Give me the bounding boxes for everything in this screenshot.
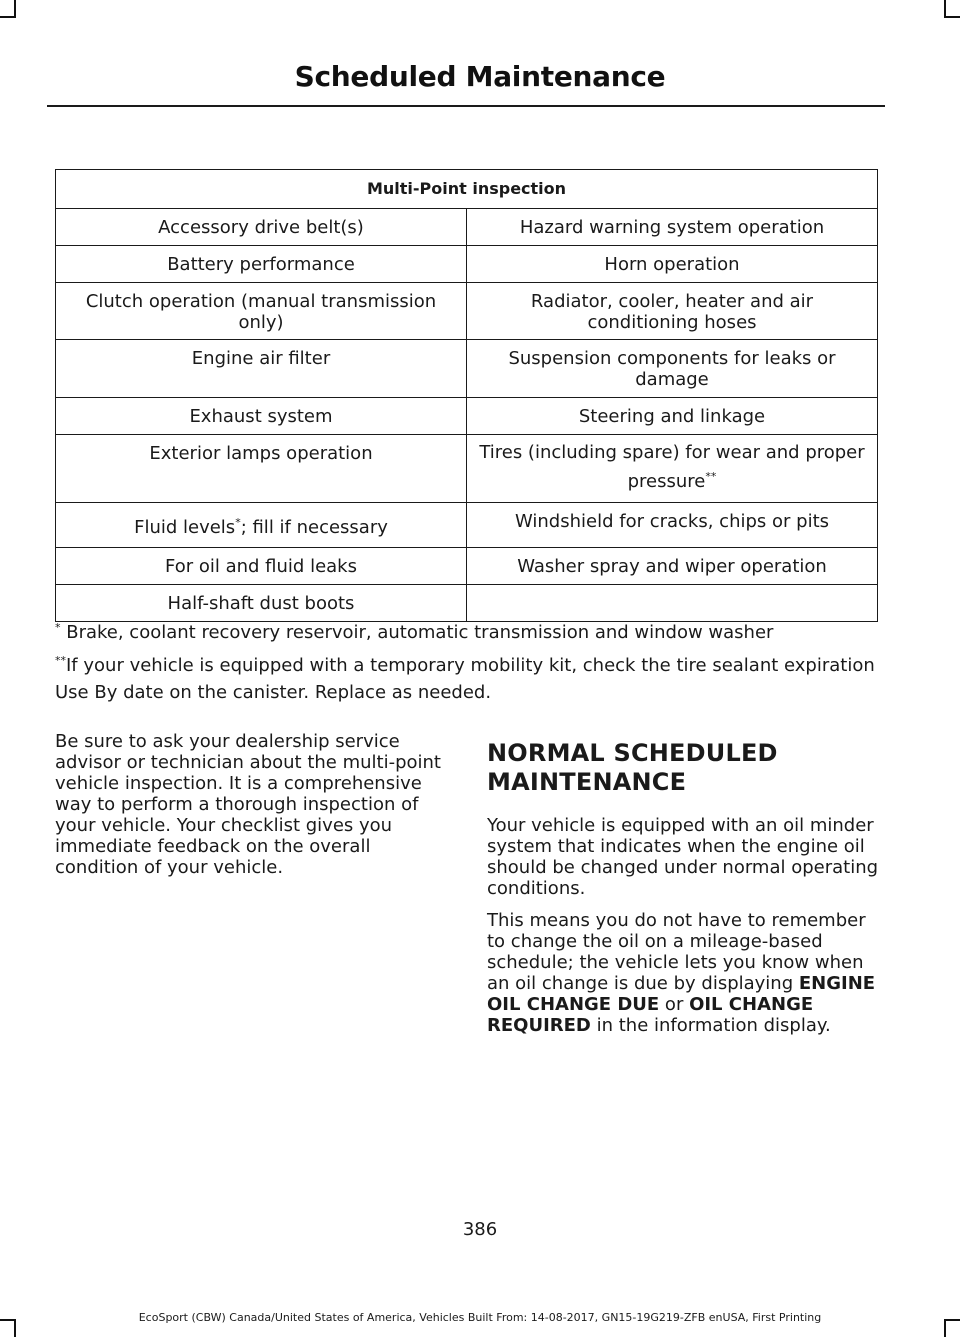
table-cell: Accessory drive belt(s) [56, 209, 467, 246]
table-cell: Half-shaft dust boots [56, 585, 467, 622]
body-text: or [659, 994, 690, 1015]
footnote-mark: * [55, 621, 61, 634]
table-row [56, 548, 878, 585]
section-heading: NORMAL SCHEDULED MAINTENANCE [487, 739, 778, 796]
footnote-mark: ** [55, 654, 66, 667]
table-row [56, 398, 878, 435]
page-number: 386 [462, 1219, 498, 1240]
page-footer: EcoSport (CBW) Canada/United States of America, Vehicles Built From: 14-08-2017, GN15-19G219-ZFB enUSA, First Printing [138, 1311, 822, 1324]
table-cell: Hazard warning system operation [467, 209, 878, 246]
table-row [56, 209, 878, 246]
table-cell: Exhaust system [56, 398, 467, 435]
table-cell: Engine air filter [56, 340, 467, 398]
crop-mark [0, 16, 16, 18]
table-row [56, 585, 878, 622]
table-cell: Washer spray and wiper operation [467, 548, 878, 585]
body-paragraph: Be sure to ask your dealership service advisor or technician about the multi-point vehicle inspection. It is a comprehensive way to perform a thorough inspection of your vehicle. Your checklist gives you immediate feedback on the overall condition of your vehicle. [55, 731, 441, 878]
body-paragraph [487, 910, 882, 1036]
cell-text: Tires (including spare) for wear and proper pressure [479, 442, 865, 492]
table-cell: Steering and linkage [467, 398, 878, 435]
footnote-mark: ** [705, 470, 717, 483]
table-header-row [56, 170, 878, 209]
table-row [56, 503, 878, 548]
table-cell: Horn operation [467, 246, 878, 283]
page-title: Scheduled Maintenance [294, 60, 666, 93]
table-cell: For oil and fluid leaks [56, 548, 467, 585]
table-cell: Battery performance [56, 246, 467, 283]
table-cell: Suspension components for leaks or damage [467, 340, 878, 398]
footnote-mark: * [235, 515, 241, 529]
table-cell: Windshield for cracks, chips or pits [467, 503, 878, 548]
table-cell [56, 503, 467, 548]
display-message: ENGINE OIL CHANGE DUE [487, 973, 876, 1015]
table-row [56, 246, 878, 283]
table-row [56, 340, 878, 398]
table-cell: Exterior lamps operation [56, 435, 467, 503]
footnote [55, 619, 885, 646]
body-text: in the information display. [590, 1015, 831, 1036]
table-cell [467, 435, 878, 503]
display-message: OIL CHANGE REQUIRED [487, 994, 814, 1036]
cell-text: ; fill if necessary [240, 516, 388, 538]
header-divider [47, 105, 885, 107]
multi-point-inspection-table [55, 169, 878, 622]
left-column [55, 731, 450, 889]
footnote-text: If your vehicle is equipped with a temporary mobility kit, check the tire sealant expiration Use By date on the canister. Replace as needed. [55, 655, 875, 703]
body-paragraph: Your vehicle is equipped with an oil minder system that indicates when the engine oil should be changed under normal operating conditions. [487, 815, 879, 899]
table-cell: Clutch operation (manual transmission only) [56, 283, 467, 340]
table-row [56, 435, 878, 503]
table-cell: Radiator, cooler, heater and air conditioning hoses [467, 283, 878, 340]
footnote [55, 652, 885, 706]
right-column [487, 739, 882, 1047]
table-row [56, 283, 878, 340]
footnote-text: Brake, coolant recovery reservoir, automatic transmission and window washer [60, 622, 774, 643]
cell-text: Fluid levels [134, 516, 236, 538]
table-title: Multi-Point inspection [56, 170, 878, 209]
table-cell [467, 585, 878, 622]
crop-mark [944, 16, 960, 18]
body-text: This means you do not have to remember to change the oil on a mileage-based schedule; the vehicle lets you know when an oil change is due by displaying [487, 910, 866, 994]
